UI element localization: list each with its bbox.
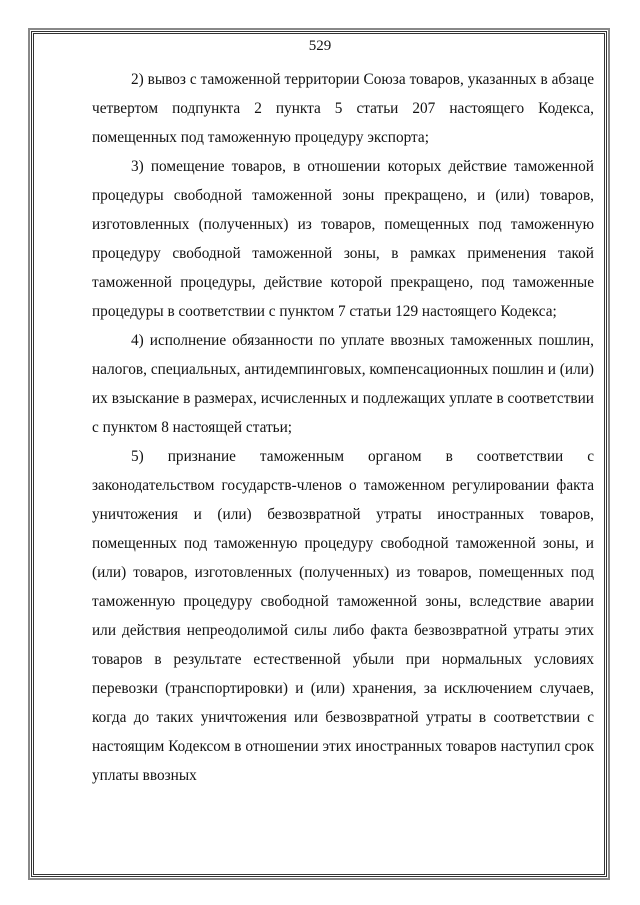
page-number: 529 xyxy=(308,38,332,54)
paragraph-item-3: 3) помещение товаров, в отношении которых действие таможенной процедуры свободной таможенной зоны прекращено, и (или) товаров, изготовленных (полученных) из товаров, помещенных под таможенную процедуру свободной таможенной зоны, в рамках применения такой таможенной процедуры, действие которой прекращено, под таможенные процедуры в соответствии с пунктом 7 статьи 129 настоящего Кодекса; xyxy=(92,158,594,320)
paragraph-item-5: 5) признание таможенным органом в соответствии с законодательством государств-членов о таможенном регулировании факта уничтожения и (или) безвозвратной утраты иностранных товаров, помещенных под таможенную процедуру свободной таможенной зоны, и (или) товаров, изготовленных (полученных) из товаров, помещенных под таможенную процедуру свободной таможенной зоны, вследствие аварии или действия непреодолимой силы либо факта безвозвратной утраты этих товаров в результате естественной убыли при нормальных условиях перевозки (транспортировки) и (или) хранения, за исключением случаев, когда до таких уничтожения или безвозвратной утраты в соответствии с настоящим Кодексом в отношении этих иностранных товаров наступил срок уплаты ввозных xyxy=(92,448,594,784)
paragraph-item-4: 4) исполнение обязанности по уплате ввозных таможенных пошлин, налогов, специальных, антидемпинговых, компенсационных пошлин и (или) их взыскание в размерах, исчисленных и подлежащих уплате в соответствии с пунктом 8 настоящей статьи; xyxy=(92,332,594,436)
document-body xyxy=(92,65,594,790)
paragraph-item-2: 2) вывоз с таможенной территории Союза товаров, указанных в абзаце четвертом подпункта 2 пункта 5 статьи 207 настоящего Кодекса, помещенных под таможенную процедуру экспорта; xyxy=(92,71,594,146)
